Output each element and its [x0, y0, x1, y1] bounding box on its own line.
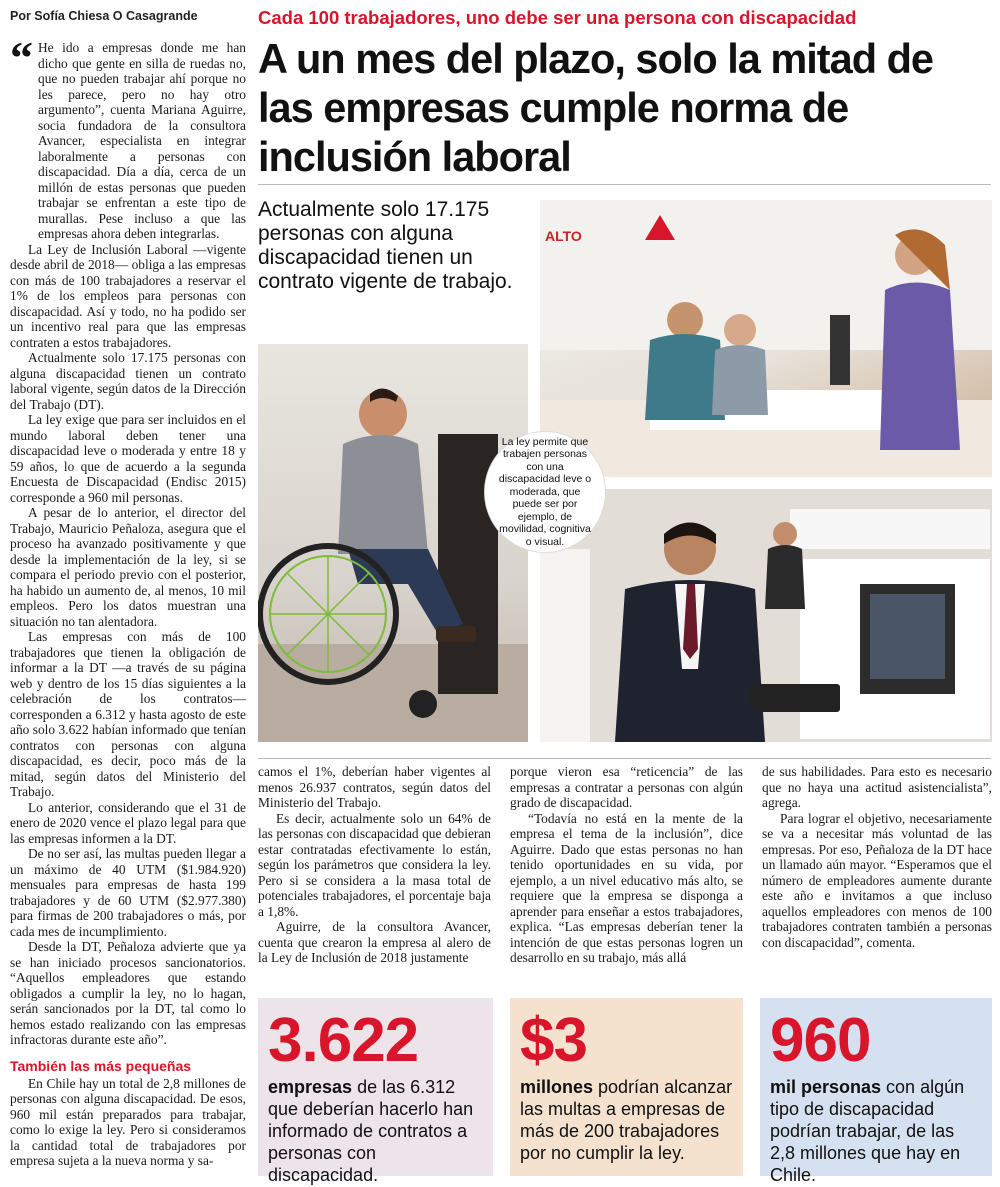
photo-call-center: [540, 489, 992, 742]
stat-text: empresas de las 6.312 que deberían hacerlo han informado de contratos a personas con discapacidad.: [268, 1077, 474, 1185]
stat-box-companies: [258, 998, 493, 1185]
paragraph: de sus habilidades. Para esto es necesario que no haya una actitud asistencialista”, agrega.: [762, 764, 992, 810]
stat-box-people: [760, 998, 992, 1185]
kicker: Cada 100 trabajadores, uno debe ser una persona con discapacidad: [258, 7, 857, 28]
headline: A un mes del plazo, solo la mitad de las empresas cumple norma de inclusión laboral: [258, 35, 934, 180]
wheelchair-illustration: [258, 344, 528, 742]
paragraph: Aguirre, de la consultora Avancer, cuenta que crearon la empresa al alero de la Ley de Inclusión de 2018 justamente: [258, 919, 491, 965]
left-column: [10, 32, 246, 1169]
paragraph: Lo anterior, considerando que el 31 de enero de 2020 vence el plazo legal para que las empresas informen a la DT.: [10, 799, 246, 846]
subheading: También las más pequeñas: [10, 1057, 192, 1074]
paragraph: Es decir, actualmente solo un 64% de las personas con discapacidad que debieran estar contratadas efectivamente lo están, según los parámetros que considera la ley. Pero si se considera a la masa total de potenciales trabajadores, el porcentaje baja a 1,8%.: [258, 810, 491, 919]
stat-box-fines: [510, 998, 743, 1176]
paragraph: La Ley de Inclusión Laboral —vigente desde abril de 2018— obliga a las empresas con más de 100 trabajadores a reservar el 1% de los empleos para personas con discapacidad. Así y todo, no ha podido ser un incentivo real para que las empresas contraten a estos trabajadores.: [10, 241, 246, 350]
quote-mark: “: [10, 32, 33, 83]
paragraph: camos el 1%, deberían haber vigentes al menos 26.937 contratos, según datos del Ministerio del Trabajo.: [258, 764, 491, 810]
sign-text: ALTO: [545, 228, 582, 244]
paragraph: Desde la DT, Peñaloza advierte que ya se han iniciado procesos sancionatorios. “Aquellos empleadores que estando obligados a cumplir la ley, no lo hagan, serán sancionados por la DT, tal como lo hemos estado realizando con las empresas infractoras durante este año”.: [10, 939, 246, 1047]
column-2: [258, 764, 491, 966]
stat-text: mil personas con algún tipo de discapacidad podrían trabajar, de las 2,8 millones que hay en Chile.: [770, 1077, 965, 1185]
byline: Por Sofía Chiesa O Casagrande: [10, 9, 198, 23]
paragraph: Las empresas con más de 100 trabajadores que tienen la obligación de informar a la DT —a través de su página web y dentro de los 15 días siguientes a la celebración de los contratos— corresponden a 6.312 y hasta agosto de este año solo 3.622 habían informado que tenían contratos con personas con alguna discapacidad, es decir, poco más de la mitad, según datos del Ministerio del Trabajo.: [10, 629, 246, 799]
photo-reception-desk: [540, 200, 992, 477]
paragraph: Para lograr el objetivo, necesariamente se va a necesitar más voluntad de las empresas. Por eso, Peñaloza de la DT hace un llamado aún mayor. “Esperamos que el número de empleadores aumente durante este año e invitamos a que incluso aquellos empleadores con menos de 100 trabajadores contraten también a personas con discapacidad”, comenta.: [762, 810, 992, 950]
paragraph: Actualmente solo 17.175 personas con alguna discapacidad tienen un contrato laboral vigente, según datos de la Dirección del Trabajo (DT).: [10, 350, 246, 412]
paragraph: A pesar de lo anterior, el director del Trabajo, Mauricio Peñaloza, asegura que el proceso ha avanzado positivamente y que desde la implementación de la ley, si se compara el periodo previo con el posterior, ha habido un aumento de, al menos, 10 mil empleos. Pero los datos muestran una situación no tan alentadora.: [10, 505, 246, 629]
paragraph: La ley exige que para ser incluidos en el mundo laboral deben tener una discapacidad leve o moderada y entre 18 y 59 años, lo que de acuerdo a la segunda Encuesta de Discapacidad (Endisc 2015) corresponde a 960 mil personas.: [10, 412, 246, 505]
divider: [258, 758, 991, 759]
stat-number: 3.622: [268, 1006, 419, 1075]
paragraph: “Todavía no está en la mente de la empresa el tema de la inclusión”, dice Aguirre. Dado que estas personas no han tenido oportunidades en su vida, por ejemplo, a un nivel educativo más alto, se requiere que la empresa se disponga a aprender para enseñar a estos trabajadores, explica. “Las empresas deberían tener la intención de que estas personas logren un desarrollo en su trabajo, más allá: [510, 810, 743, 965]
photo-wheelchair-worker: [258, 344, 528, 742]
column-3: [510, 764, 743, 966]
column-4: [762, 764, 992, 950]
paragraph: He ido a empresas donde me han dicho que gente en silla de ruedas no, que no pueden trabajar ahí porque no les parece, pero no hay otro argumento”, cuenta Mariana Aguirre, socia fundadora de la consultora Avancer, especialista en integrar laboralmente a personas con discapacidad. Día a día, cerca de un millón de estas personas que pueden trabajar se enfrentan a este tipo de murallas. Pese incluso a que las empresas ahora deben integrarlas.: [38, 40, 246, 241]
paragraph: De no ser así, las multas pueden llegar a un máximo de 40 UTM ($1.984.920) mensuales para empresas de hasta 199 trabajadores y de 60 UTM ($2.977.380) para firmas de 200 trabajadores o más, por cada mes de incumplimiento.: [10, 846, 246, 939]
stat-number: 960: [770, 1006, 871, 1075]
reception-illustration: [540, 200, 992, 477]
deck: Actualmente solo 17.175 personas con alguna discapacidad tienen un contrato vigente de trabajo.: [258, 198, 513, 293]
photo-caption: La ley permite que trabajen personas con una discapacidad leve o moderada, que puede ser por ejemplo, de movilidad, cognitiva o visual.: [485, 432, 605, 552]
paragraph: En Chile hay un total de 2,8 millones de personas con alguna discapacidad. De esos, 960 mil están preparados para trabajar, como lo exige la ley. Pero si consideramos la cantidad total de trabajadores por empresa sujeta a la nueva norma y sa-: [10, 1075, 246, 1168]
paragraph: porque vieron esa “reticencia” de las empresas a contratar a personas con algún grado de discapacidad.: [510, 764, 743, 810]
stat-text: millones podrían alcanzar las multas a empresas de más de 200 trabajadores por no cumplir la ley.: [520, 1077, 733, 1163]
call-center-illustration: [540, 489, 992, 742]
divider: [258, 184, 991, 185]
stat-number: $3: [520, 1006, 587, 1075]
